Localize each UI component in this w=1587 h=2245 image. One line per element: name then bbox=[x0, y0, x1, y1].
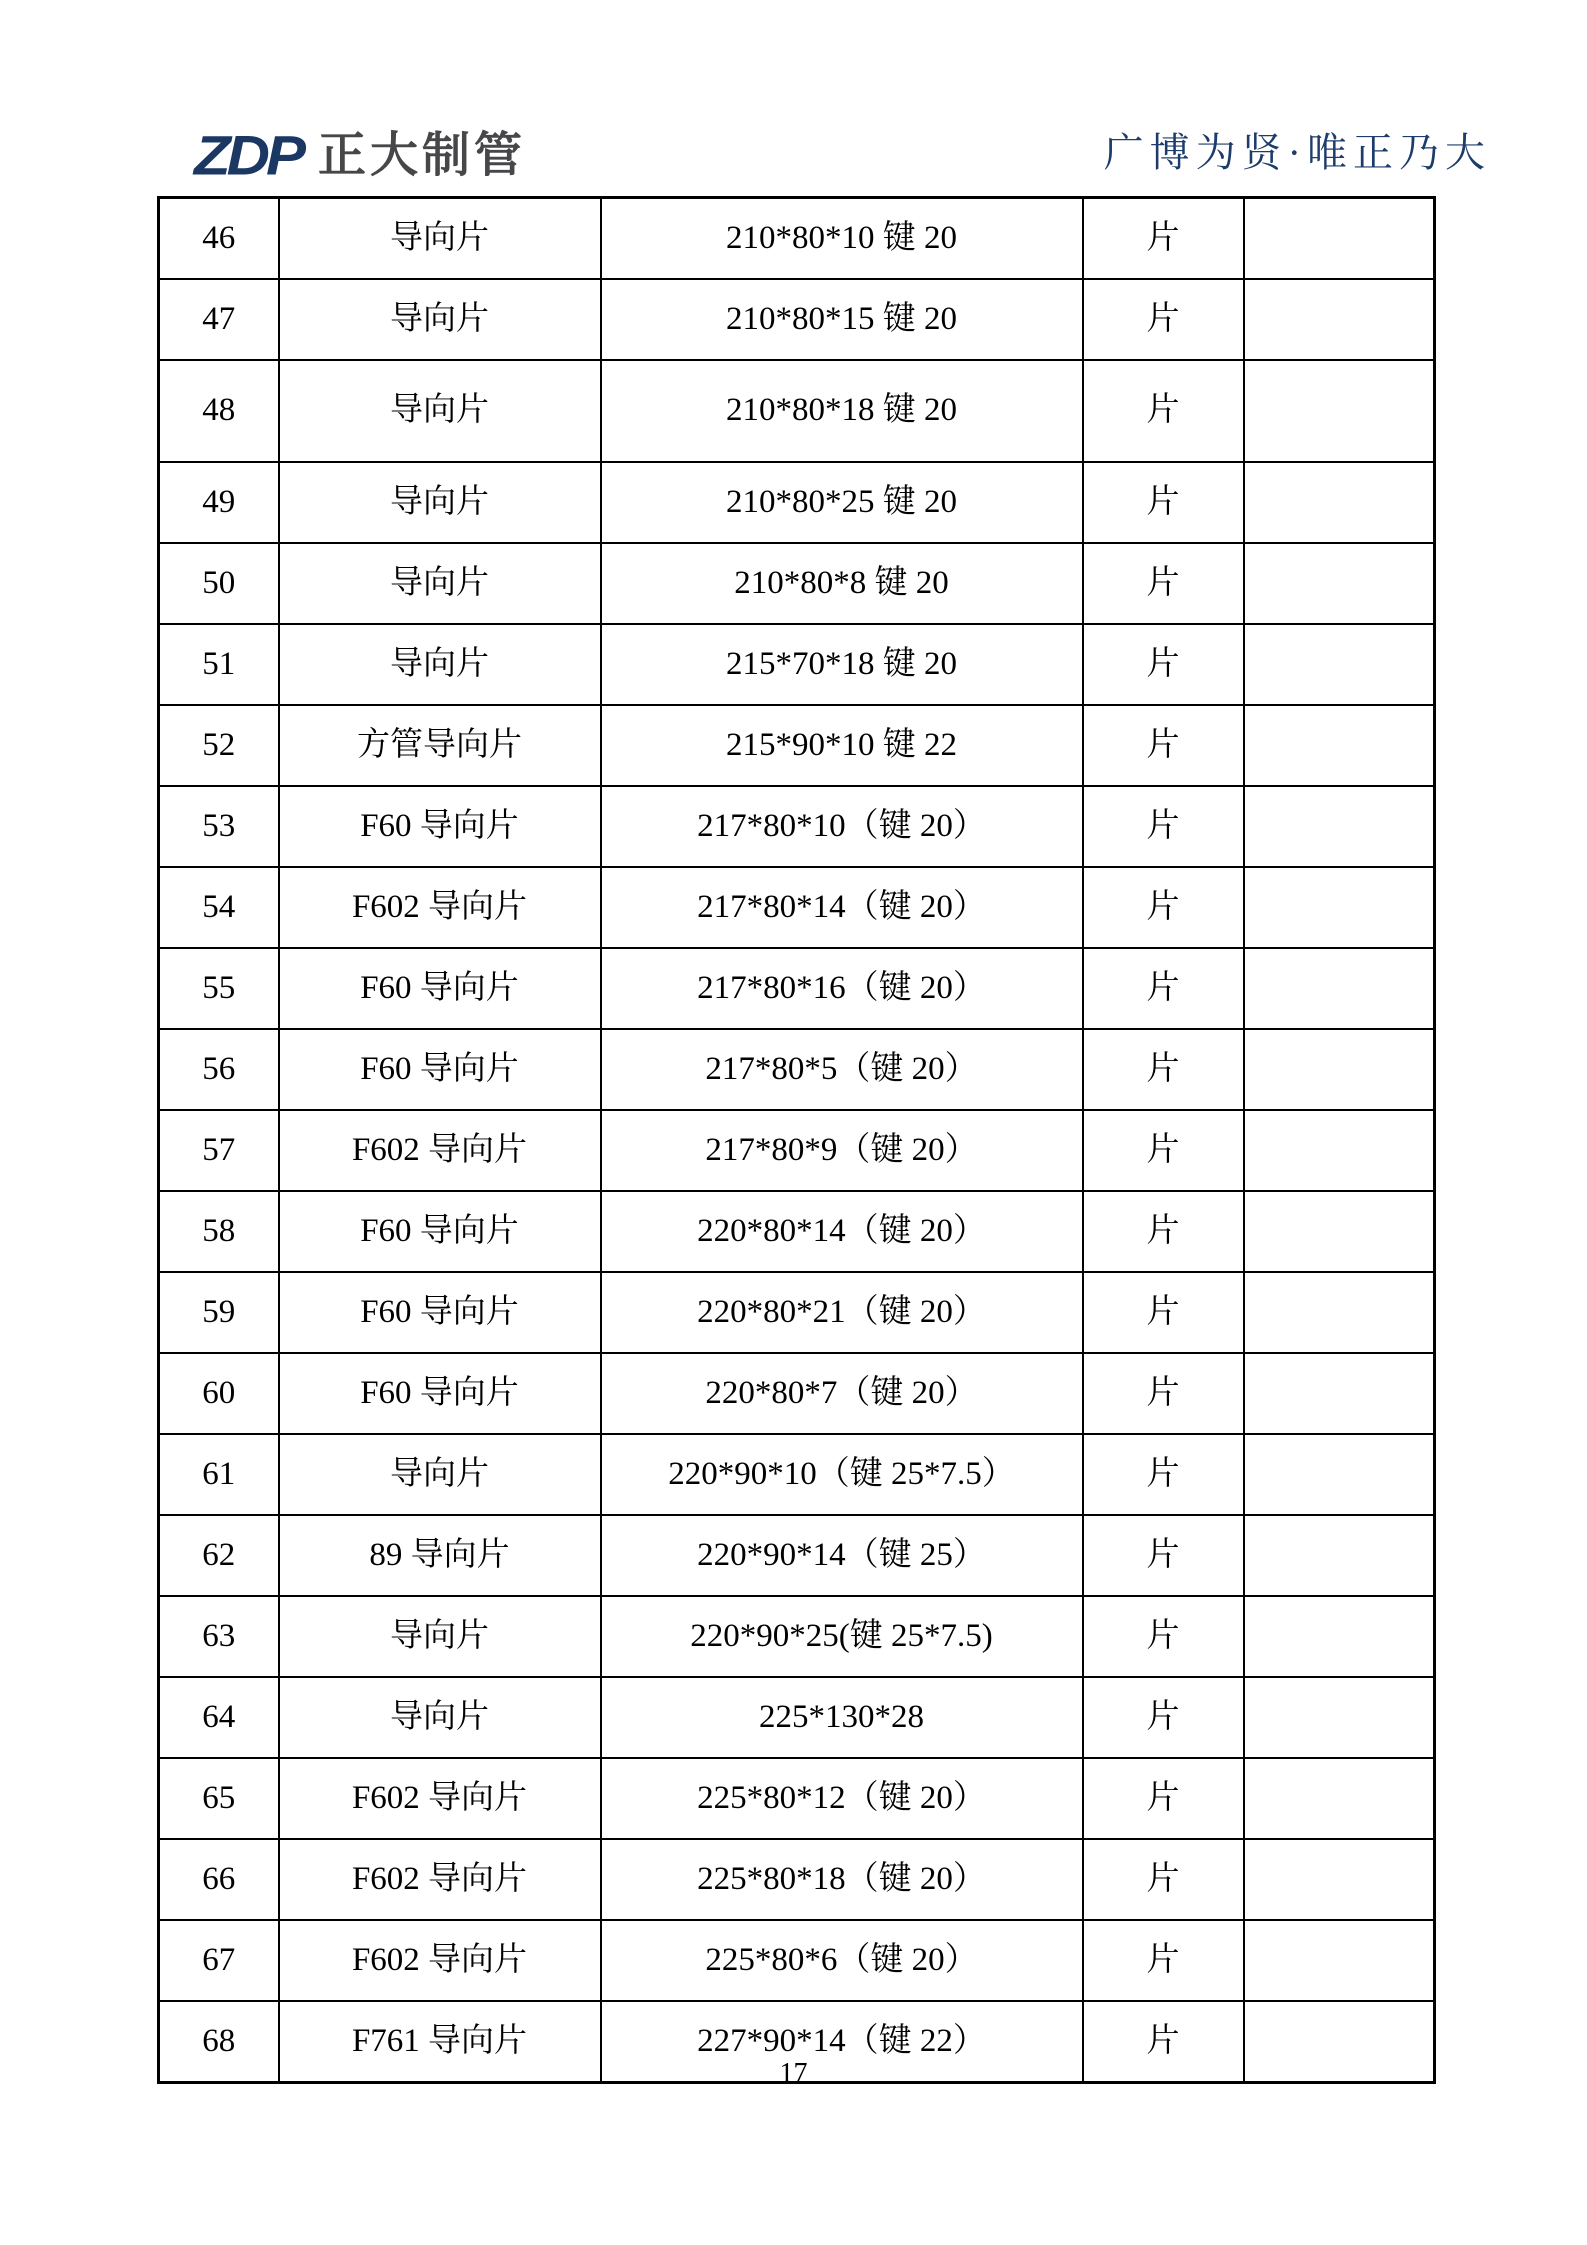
table-row bbox=[159, 705, 1435, 786]
spec-cell: 210*80*10 键 20 bbox=[601, 198, 1083, 280]
spec-cell: 227*90*14（键 22） bbox=[601, 2001, 1083, 2083]
row-number-cell: 60 bbox=[159, 1353, 279, 1434]
unit-cell: 片 bbox=[1083, 1839, 1244, 1920]
item-name-cell: 导向片 bbox=[279, 462, 601, 543]
row-number-cell: 53 bbox=[159, 786, 279, 867]
remark-cell bbox=[1244, 705, 1435, 786]
table-row bbox=[159, 198, 1435, 280]
spec-cell: 220*80*7（键 20） bbox=[601, 1353, 1083, 1434]
table-row bbox=[159, 360, 1435, 462]
unit-cell: 片 bbox=[1083, 1758, 1244, 1839]
remark-cell bbox=[1244, 543, 1435, 624]
item-name-cell: F602 导向片 bbox=[279, 1920, 601, 2001]
unit-cell: 片 bbox=[1083, 360, 1244, 462]
unit-cell: 片 bbox=[1083, 786, 1244, 867]
item-name-cell: F60 导向片 bbox=[279, 786, 601, 867]
row-number-cell: 50 bbox=[159, 543, 279, 624]
table-row bbox=[159, 1434, 1435, 1515]
spec-cell: 220*90*25(键 25*7.5) bbox=[601, 1596, 1083, 1677]
row-number-cell: 55 bbox=[159, 948, 279, 1029]
row-number-cell: 57 bbox=[159, 1110, 279, 1191]
remark-cell bbox=[1244, 786, 1435, 867]
remark-cell bbox=[1244, 1434, 1435, 1515]
unit-cell: 片 bbox=[1083, 1596, 1244, 1677]
remark-cell bbox=[1244, 1839, 1435, 1920]
table-row bbox=[159, 1677, 1435, 1758]
item-name-cell: 方管导向片 bbox=[279, 705, 601, 786]
row-number-cell: 61 bbox=[159, 1434, 279, 1515]
remark-cell bbox=[1244, 360, 1435, 462]
table-row bbox=[159, 1920, 1435, 2001]
row-number-cell: 48 bbox=[159, 360, 279, 462]
spec-cell: 217*80*14（键 20） bbox=[601, 867, 1083, 948]
row-number-cell: 51 bbox=[159, 624, 279, 705]
row-number-cell: 59 bbox=[159, 1272, 279, 1353]
remark-cell bbox=[1244, 462, 1435, 543]
spec-cell: 217*80*10（键 20） bbox=[601, 786, 1083, 867]
spec-cell: 210*80*8 键 20 bbox=[601, 543, 1083, 624]
remark-cell bbox=[1244, 624, 1435, 705]
item-name-cell: 导向片 bbox=[279, 360, 601, 462]
company-slogan: 广博为贤·唯正乃大 bbox=[1103, 130, 1491, 175]
row-number-cell: 66 bbox=[159, 1839, 279, 1920]
item-name-cell: 导向片 bbox=[279, 624, 601, 705]
table-row bbox=[159, 1515, 1435, 1596]
item-name-cell: 导向片 bbox=[279, 1434, 601, 1515]
spec-cell: 225*130*28 bbox=[601, 1677, 1083, 1758]
zdp-logo-text: ZDP bbox=[194, 124, 302, 187]
row-number-cell: 49 bbox=[159, 462, 279, 543]
unit-cell: 片 bbox=[1083, 279, 1244, 360]
unit-cell: 片 bbox=[1083, 624, 1244, 705]
table-row bbox=[159, 624, 1435, 705]
remark-cell bbox=[1244, 198, 1435, 280]
spec-cell: 220*90*10（键 25*7.5） bbox=[601, 1434, 1083, 1515]
parts-table bbox=[157, 196, 1436, 2084]
spec-cell: 210*80*18 键 20 bbox=[601, 360, 1083, 462]
unit-cell: 片 bbox=[1083, 1029, 1244, 1110]
remark-cell bbox=[1244, 1515, 1435, 1596]
row-number-cell: 47 bbox=[159, 279, 279, 360]
item-name-cell: F60 导向片 bbox=[279, 1272, 601, 1353]
parts-table-body bbox=[159, 198, 1435, 2083]
unit-cell: 片 bbox=[1083, 462, 1244, 543]
spec-cell: 225*80*12（键 20） bbox=[601, 1758, 1083, 1839]
item-name-cell: 导向片 bbox=[279, 1677, 601, 1758]
unit-cell: 片 bbox=[1083, 705, 1244, 786]
unit-cell: 片 bbox=[1083, 1677, 1244, 1758]
spec-cell: 210*80*25 键 20 bbox=[601, 462, 1083, 543]
item-name-cell: 导向片 bbox=[279, 279, 601, 360]
table-row bbox=[159, 1191, 1435, 1272]
remark-cell bbox=[1244, 1920, 1435, 2001]
spec-cell: 225*80*6（键 20） bbox=[601, 1920, 1083, 2001]
unit-cell: 片 bbox=[1083, 1191, 1244, 1272]
table-row bbox=[159, 543, 1435, 624]
table-row bbox=[159, 1029, 1435, 1110]
spec-cell: 217*80*9（键 20） bbox=[601, 1110, 1083, 1191]
table-row bbox=[159, 1839, 1435, 1920]
table-row bbox=[159, 786, 1435, 867]
row-number-cell: 65 bbox=[159, 1758, 279, 1839]
item-name-cell: F602 导向片 bbox=[279, 1110, 601, 1191]
unit-cell: 片 bbox=[1083, 1353, 1244, 1434]
row-number-cell: 62 bbox=[159, 1515, 279, 1596]
spec-cell: 220*80*14（键 20） bbox=[601, 1191, 1083, 1272]
item-name-cell: F602 导向片 bbox=[279, 867, 601, 948]
unit-cell: 片 bbox=[1083, 543, 1244, 624]
row-number-cell: 63 bbox=[159, 1596, 279, 1677]
row-number-cell: 54 bbox=[159, 867, 279, 948]
unit-cell: 片 bbox=[1083, 948, 1244, 1029]
item-name-cell: F602 导向片 bbox=[279, 1839, 601, 1920]
remark-cell bbox=[1244, 1029, 1435, 1110]
spec-cell: 220*80*21（键 20） bbox=[601, 1272, 1083, 1353]
item-name-cell: F60 导向片 bbox=[279, 1191, 601, 1272]
item-name-cell: 89 导向片 bbox=[279, 1515, 601, 1596]
remark-cell bbox=[1244, 1272, 1435, 1353]
company-name: 正大制管 bbox=[318, 129, 527, 182]
table-row bbox=[159, 867, 1435, 948]
item-name-cell: 导向片 bbox=[279, 1596, 601, 1677]
item-name-cell: F761 导向片 bbox=[279, 2001, 601, 2083]
item-name-cell: 导向片 bbox=[279, 543, 601, 624]
row-number-cell: 67 bbox=[159, 1920, 279, 2001]
spec-cell: 215*90*10 键 22 bbox=[601, 705, 1083, 786]
unit-cell: 片 bbox=[1083, 1920, 1244, 2001]
remark-cell bbox=[1244, 1353, 1435, 1434]
item-name-cell: F60 导向片 bbox=[279, 1029, 601, 1110]
unit-cell: 片 bbox=[1083, 867, 1244, 948]
remark-cell bbox=[1244, 1110, 1435, 1191]
item-name-cell: F60 导向片 bbox=[279, 948, 601, 1029]
row-number-cell: 64 bbox=[159, 1677, 279, 1758]
remark-cell bbox=[1244, 867, 1435, 948]
item-name-cell: F60 导向片 bbox=[279, 1353, 601, 1434]
unit-cell: 片 bbox=[1083, 1434, 1244, 1515]
row-number-cell: 52 bbox=[159, 705, 279, 786]
table-row bbox=[159, 1272, 1435, 1353]
item-name-cell: F602 导向片 bbox=[279, 1758, 601, 1839]
spec-cell: 215*70*18 键 20 bbox=[601, 624, 1083, 705]
table-row bbox=[159, 462, 1435, 543]
spec-cell: 225*80*18（键 20） bbox=[601, 1839, 1083, 1920]
unit-cell: 片 bbox=[1083, 198, 1244, 280]
item-name-cell: 导向片 bbox=[279, 198, 601, 280]
table-row bbox=[159, 1596, 1435, 1677]
page-number: 17 bbox=[779, 2058, 808, 2089]
spec-cell: 210*80*15 键 20 bbox=[601, 279, 1083, 360]
row-number-cell: 46 bbox=[159, 198, 279, 280]
unit-cell: 片 bbox=[1083, 1110, 1244, 1191]
row-number-cell: 58 bbox=[159, 1191, 279, 1272]
spec-cell: 217*80*16（键 20） bbox=[601, 948, 1083, 1029]
spec-cell: 220*90*14（键 25） bbox=[601, 1515, 1083, 1596]
remark-cell bbox=[1244, 1677, 1435, 1758]
table-row bbox=[159, 1110, 1435, 1191]
remark-cell bbox=[1244, 1758, 1435, 1839]
unit-cell: 片 bbox=[1083, 2001, 1244, 2083]
spec-cell: 217*80*5（键 20） bbox=[601, 1029, 1083, 1110]
row-number-cell: 56 bbox=[159, 1029, 279, 1110]
table-row bbox=[159, 279, 1435, 360]
unit-cell: 片 bbox=[1083, 1272, 1244, 1353]
row-number-cell: 68 bbox=[159, 2001, 279, 2083]
unit-cell: 片 bbox=[1083, 1515, 1244, 1596]
remark-cell bbox=[1244, 948, 1435, 1029]
table-row bbox=[159, 948, 1435, 1029]
remark-cell bbox=[1244, 1596, 1435, 1677]
remark-cell bbox=[1244, 279, 1435, 360]
table-row bbox=[159, 1353, 1435, 1434]
remark-cell bbox=[1244, 1191, 1435, 1272]
company-logo bbox=[194, 126, 526, 186]
table-row bbox=[159, 1758, 1435, 1839]
